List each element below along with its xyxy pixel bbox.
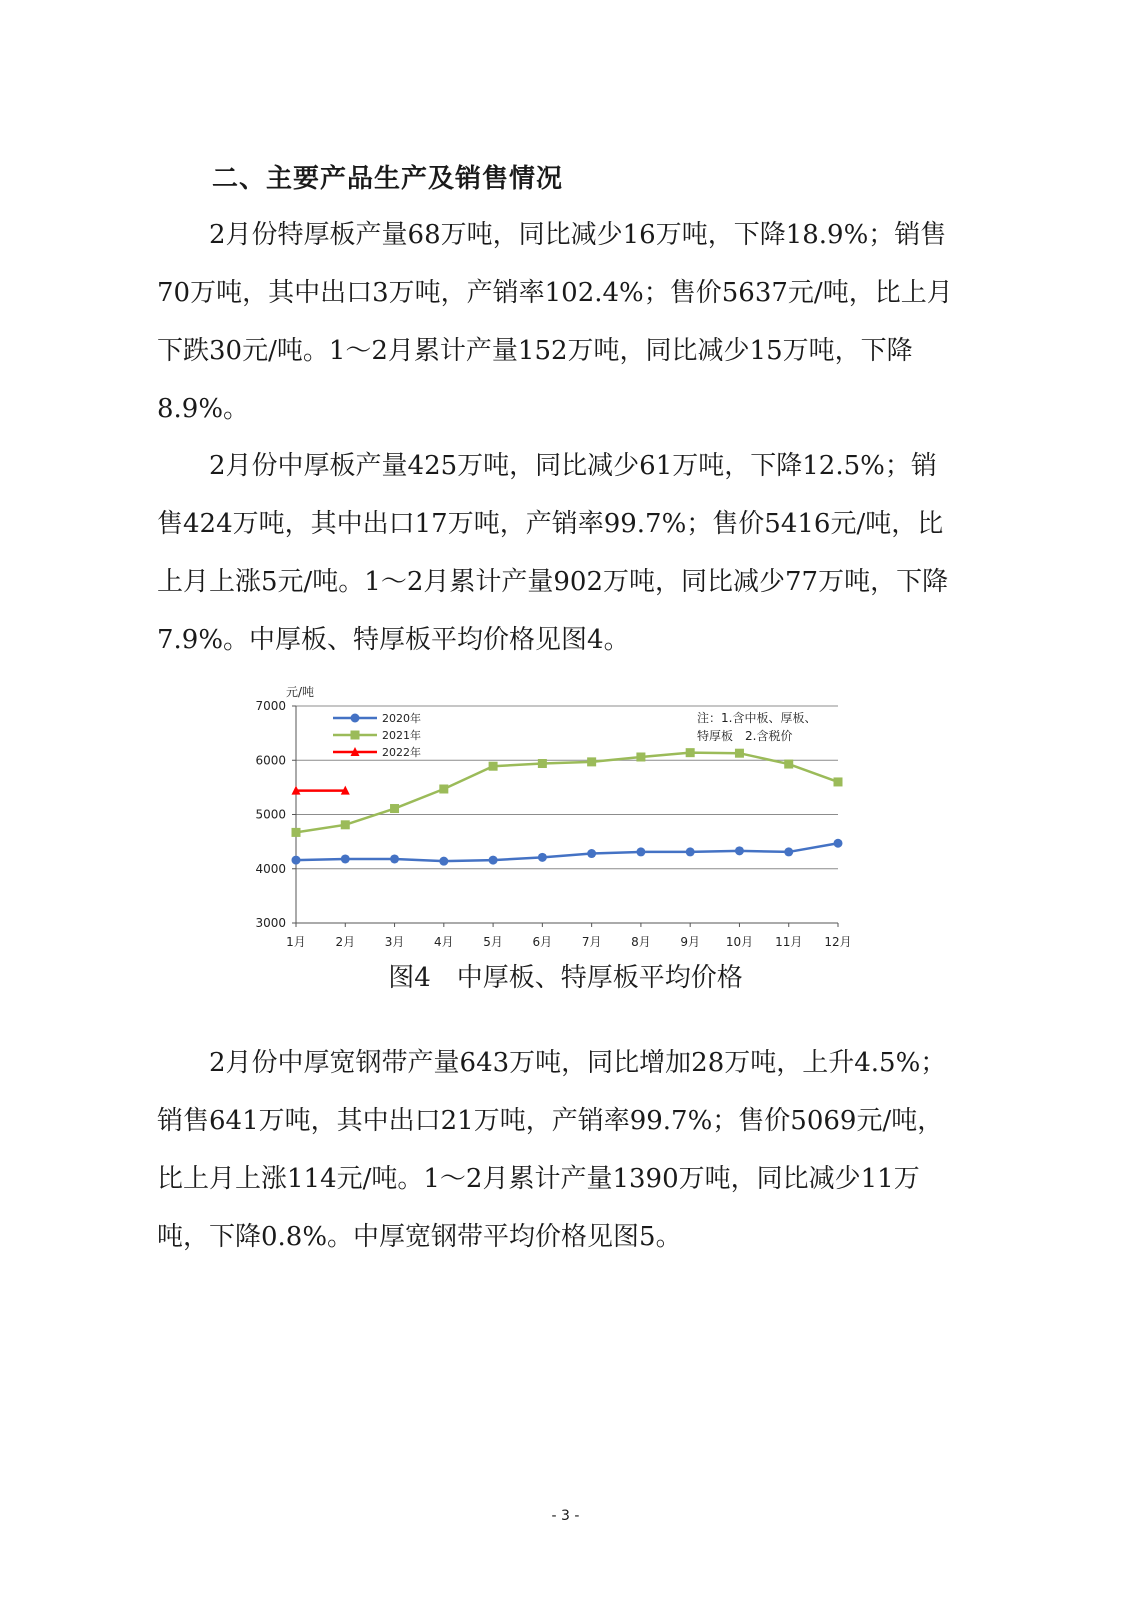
x-tick-label: 7月 (581, 935, 602, 949)
data-point-2021年 (636, 752, 645, 761)
data-point-2021年 (784, 760, 793, 769)
data-point-2021年 (538, 759, 547, 768)
data-point-2020年 (686, 847, 695, 856)
x-tick-label: 3月 (384, 935, 405, 949)
paragraph-extra-thick-plate: 2月份特厚板产量68万吨，同比减少16万吨，下降18.9%；销售70万吨，其中出口3万吨，产销率102.4%；售价5637元/吨，比上月下跌30元/吨。1～2月累计产量152万吨，同比减少15万吨，下降8.9%。 (157, 220, 953, 424)
x-tick-label: 1月 (286, 935, 306, 949)
legend-label: 2021年 (382, 729, 421, 742)
chart-note: 特厚板 2.含税价 (697, 729, 793, 743)
data-point-2021年 (735, 749, 744, 758)
paragraph-medium-thick-plate: 2月份中厚板产量425万吨，同比减少61万吨，下降12.5%；销售424万吨，其中出口17万吨，产销率99.7%；售价5416元/吨，比上月上涨5元/吨。1～2月累计产量902万吨，同比减少77万吨，下降7.9%。中厚板、特厚板平均价格见图4。 (157, 451, 949, 655)
data-point-2021年 (439, 785, 448, 794)
data-point-2020年 (292, 856, 301, 865)
x-tick-label: 11月 (775, 935, 803, 949)
series-line-2021年 (296, 753, 838, 833)
x-tick-label: 9月 (680, 935, 701, 949)
data-point-2021年 (489, 762, 498, 771)
data-point-2020年 (587, 849, 596, 858)
data-point-2020年 (784, 847, 793, 856)
data-point-2020年 (834, 839, 843, 848)
y-axis-unit-label: 元/吨 (286, 685, 315, 699)
data-point-2020年 (735, 846, 744, 855)
data-point-2020年 (489, 856, 498, 865)
y-tick-label: 4000 (255, 861, 286, 876)
data-point-2020年 (390, 854, 399, 863)
x-tick-label: 6月 (532, 935, 553, 949)
data-point-2020年 (341, 854, 350, 863)
paragraph-wide-strip: 2月份中厚宽钢带产量643万吨，同比增加28万吨，上升4.5%；销售641万吨，其中出口21万吨，产销率99.7%；售价5069元/吨，比上月上涨114元/吨。1～2月累计产量1390万吨，同比减少11万吨，下降0.8%。中厚宽钢带平均价格见图5。 (157, 1048, 947, 1252)
data-point-2021年 (834, 777, 843, 786)
x-tick-label: 12月 (824, 935, 852, 949)
data-point-2021年 (292, 828, 301, 837)
chart-note: 注：1.含中板、厚板、 (697, 711, 817, 725)
data-point-2020年 (439, 857, 448, 866)
x-tick-label: 10月 (725, 935, 754, 949)
section-heading: 二、主要产品生产及销售情况 (212, 164, 564, 194)
legend-label: 2022年 (382, 746, 421, 759)
series-line-2020年 (296, 843, 838, 861)
y-tick-label: 6000 (255, 753, 286, 768)
y-tick-label: 5000 (255, 807, 286, 822)
legend-label: 2020年 (382, 712, 421, 725)
data-point-2021年 (686, 748, 695, 757)
legend-marker-2020年 (351, 714, 360, 723)
x-tick-label: 8月 (631, 935, 651, 949)
legend-marker-2021年 (351, 731, 360, 740)
data-point-2020年 (636, 847, 645, 856)
price-line-chart (240, 680, 880, 960)
page-number: - 3 - (551, 1508, 580, 1524)
figure-caption: 图4 中厚板、特厚板平均价格 (388, 963, 743, 993)
y-tick-label: 3000 (255, 916, 286, 930)
y-tick-label: 7000 (255, 699, 286, 713)
data-point-2021年 (341, 820, 350, 829)
x-tick-label: 5月 (483, 935, 503, 949)
data-point-2021年 (390, 804, 399, 813)
data-point-2021年 (587, 757, 596, 766)
x-tick-label: 4月 (433, 935, 454, 949)
x-tick-label: 2月 (335, 935, 356, 949)
data-point-2020年 (538, 853, 547, 862)
